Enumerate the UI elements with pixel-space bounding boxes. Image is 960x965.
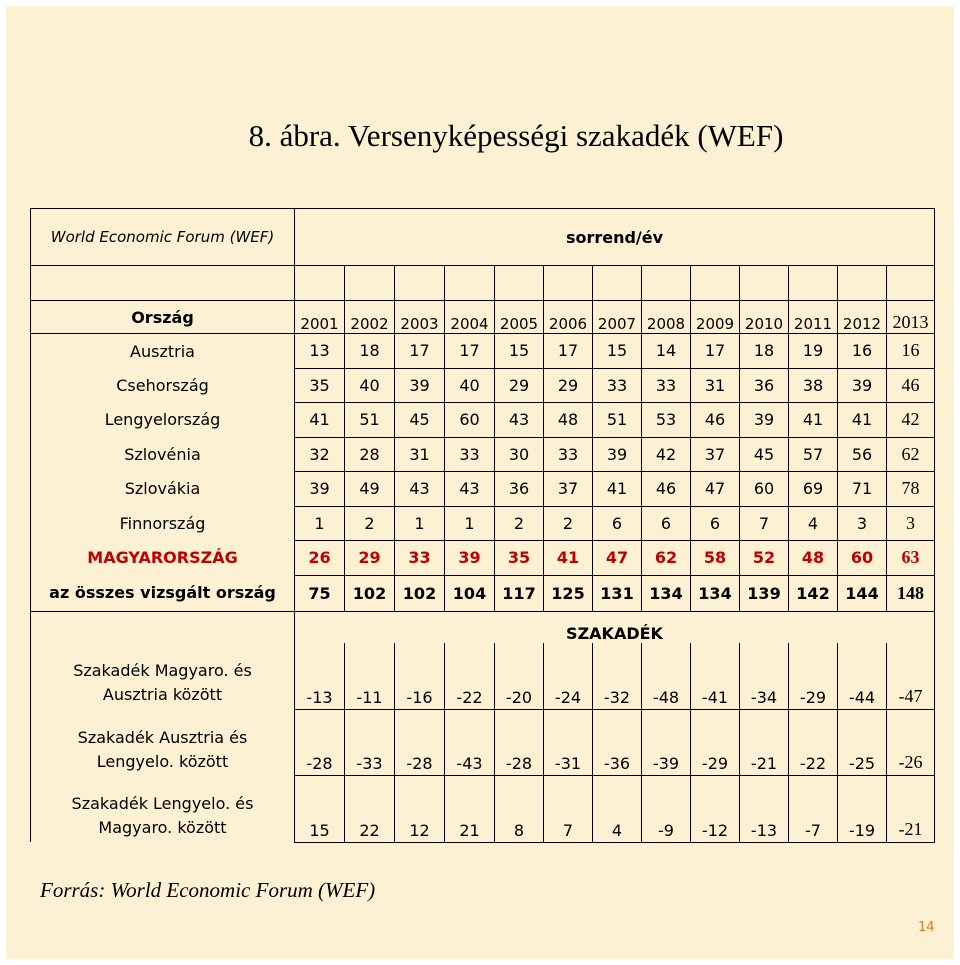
rank-cell: 38 [789, 368, 838, 403]
rank-cell: 125 [544, 575, 593, 611]
rank-cell: 46 [887, 368, 935, 403]
rank-cell: 41 [544, 541, 593, 576]
gap-cell: 15 [295, 776, 345, 843]
rank-cell: 4 [789, 506, 838, 541]
gap-label [31, 643, 295, 709]
rank-cell: 60 [740, 472, 789, 507]
rank-cell: 2 [495, 506, 544, 541]
gap-cell: -39 [642, 709, 691, 776]
gap-cell: -9 [642, 776, 691, 843]
rank-cell: 2 [544, 506, 593, 541]
rank-cell: 134 [691, 575, 740, 611]
rank-cell: 29 [345, 541, 395, 576]
country-label: az összes vizsgált ország [31, 575, 295, 611]
rank-cell: 43 [445, 472, 495, 507]
rank-cell: 1 [395, 506, 445, 541]
rank-cell: 17 [395, 334, 445, 369]
rank-cell: 41 [593, 472, 642, 507]
rank-cell: 69 [789, 472, 838, 507]
rank-cell: 51 [593, 403, 642, 438]
rank-per-year-label: sorrend/év [295, 209, 935, 266]
country-label: Szlovákia [31, 472, 295, 507]
rank-cell: 57 [789, 437, 838, 472]
rank-cell: 1 [295, 506, 345, 541]
rank-cell: 39 [593, 437, 642, 472]
gap-cell: -26 [887, 709, 935, 776]
country-label: Csehország [31, 368, 295, 403]
gap-cell: 4 [593, 776, 642, 843]
rank-cell: 60 [838, 541, 887, 576]
rank-cell: 7 [740, 506, 789, 541]
rank-cell: 39 [395, 368, 445, 403]
rank-cell: 48 [544, 403, 593, 438]
rank-cell: 1 [445, 506, 495, 541]
rank-cell: 63 [887, 541, 935, 576]
rank-cell: 47 [593, 541, 642, 576]
rank-cell: 3 [887, 506, 935, 541]
gap-cell: -33 [345, 709, 395, 776]
rank-cell: 33 [544, 437, 593, 472]
gap-cell: -7 [789, 776, 838, 843]
rank-cell: 28 [345, 437, 395, 472]
gap-header-empty [31, 611, 295, 643]
rank-cell: 46 [691, 403, 740, 438]
gap-cell: 12 [395, 776, 445, 843]
gap-label-line: Szakadék Ausztria és [77, 727, 248, 747]
gap-cell: -34 [740, 643, 789, 709]
gap-cell: 22 [345, 776, 395, 843]
gap-cell: -22 [789, 709, 838, 776]
rank-cell: 42 [887, 403, 935, 438]
rank-cell: 17 [544, 334, 593, 369]
rank-cell: 2 [345, 506, 395, 541]
gap-header: SZAKADÉK [295, 611, 935, 643]
gap-row [31, 709, 935, 776]
rank-cell: 19 [789, 334, 838, 369]
rank-cell: 31 [691, 368, 740, 403]
year-cell: 2003 [395, 301, 445, 334]
year-cell: 2004 [445, 301, 495, 334]
gap-cell: -41 [691, 643, 740, 709]
rank-cell: 102 [395, 575, 445, 611]
year-spacer-row [31, 266, 935, 301]
rank-cell: 15 [495, 334, 544, 369]
rank-cell: 36 [495, 472, 544, 507]
gap-label-line: Ausztria között [102, 685, 223, 704]
gap-row [31, 643, 935, 709]
rank-cell: 142 [789, 575, 838, 611]
rank-cell: 17 [445, 334, 495, 369]
rank-cell: 17 [691, 334, 740, 369]
gap-cell: -21 [887, 776, 935, 843]
rank-cell: 104 [445, 575, 495, 611]
year-cell: 2008 [642, 301, 691, 334]
gap-cell: -28 [495, 709, 544, 776]
rank-cell: 35 [295, 368, 345, 403]
gap-cell: 7 [544, 776, 593, 843]
gap-cell: -11 [345, 643, 395, 709]
rank-cell: 18 [345, 334, 395, 369]
rank-cell: 51 [345, 403, 395, 438]
country-header: Ország [31, 301, 295, 334]
gap-cell: -12 [691, 776, 740, 843]
gap-header-row [31, 611, 935, 643]
gap-cell: -25 [838, 709, 887, 776]
gap-cell: -44 [838, 643, 887, 709]
gap-cell: 21 [445, 776, 495, 843]
rank-cell: 30 [495, 437, 544, 472]
rank-cell: 144 [838, 575, 887, 611]
gap-cell: -29 [789, 643, 838, 709]
table-row [31, 472, 935, 507]
rank-cell: 148 [887, 575, 935, 611]
rank-cell: 47 [691, 472, 740, 507]
rank-cell: 35 [495, 541, 544, 576]
rank-cell: 31 [395, 437, 445, 472]
gap-cell: -13 [295, 643, 345, 709]
rank-cell: 60 [445, 403, 495, 438]
table-row [31, 575, 935, 611]
rank-cell: 43 [395, 472, 445, 507]
rank-cell: 39 [445, 541, 495, 576]
rank-cell: 46 [642, 472, 691, 507]
rank-cell: 78 [887, 472, 935, 507]
rank-cell: 45 [395, 403, 445, 438]
rank-cell: 29 [495, 368, 544, 403]
country-label: Lengyelország [31, 403, 295, 438]
country-label: Ausztria [31, 334, 295, 369]
rank-cell: 15 [593, 334, 642, 369]
wef-ranking-table [30, 208, 935, 843]
gap-cell: -32 [593, 643, 642, 709]
rank-cell: 33 [445, 437, 495, 472]
table-row [31, 334, 935, 369]
gap-cell: -13 [740, 776, 789, 843]
gap-row [31, 776, 935, 843]
rank-cell: 29 [544, 368, 593, 403]
rank-cell: 48 [789, 541, 838, 576]
table-row [31, 506, 935, 541]
gap-label-line: Lengyelo. között [96, 751, 229, 771]
rank-cell: 134 [642, 575, 691, 611]
rank-cell: 58 [691, 541, 740, 576]
rank-cell: 3 [838, 506, 887, 541]
rank-cell: 14 [642, 334, 691, 369]
table-row [31, 541, 935, 576]
rank-cell: 117 [495, 575, 544, 611]
country-label: MAGYARORSZÁG [31, 541, 295, 576]
year-cell: 2005 [495, 301, 544, 334]
gap-cell: -19 [838, 776, 887, 843]
gap-label-line: Szakadék Magyaro. és [73, 661, 252, 680]
rank-cell: 33 [593, 368, 642, 403]
gap-label-line: Magyaro. között [98, 818, 227, 837]
year-row [31, 301, 935, 334]
gap-cell: -48 [642, 643, 691, 709]
rank-cell: 26 [295, 541, 345, 576]
rank-cell: 13 [295, 334, 345, 369]
gap-cell: -21 [740, 709, 789, 776]
rank-cell: 40 [345, 368, 395, 403]
gap-cell: -43 [445, 709, 495, 776]
gap-label-line: Szakadék Lengyelo. és [71, 794, 254, 813]
header-row [31, 209, 935, 266]
table-row [31, 403, 935, 438]
rank-cell: 33 [395, 541, 445, 576]
page-number: 14 [918, 920, 935, 935]
year-cell: 2010 [740, 301, 789, 334]
gap-cell: -16 [395, 643, 445, 709]
figure-title: 8. ábra. Versenyképességi szakadék (WEF) [248, 118, 784, 153]
table-row [31, 437, 935, 472]
rank-cell: 6 [642, 506, 691, 541]
rank-cell: 42 [642, 437, 691, 472]
gap-cell: 8 [495, 776, 544, 843]
gap-cell: -20 [495, 643, 544, 709]
year-cell: 2002 [345, 301, 395, 334]
rank-cell: 40 [445, 368, 495, 403]
gap-cell: -29 [691, 709, 740, 776]
rank-cell: 52 [740, 541, 789, 576]
table-row [31, 368, 935, 403]
rank-cell: 32 [295, 437, 345, 472]
gap-cell: -22 [445, 643, 495, 709]
source-note: Forrás: World Economic Forum (WEF) [40, 878, 376, 902]
gap-cell: -28 [395, 709, 445, 776]
rank-cell: 53 [642, 403, 691, 438]
rank-cell: 33 [642, 368, 691, 403]
rank-cell: 16 [838, 334, 887, 369]
rank-cell: 139 [740, 575, 789, 611]
rank-cell: 131 [593, 575, 642, 611]
rank-cell: 41 [789, 403, 838, 438]
year-cell: 2007 [593, 301, 642, 334]
gap-cell: -47 [887, 643, 935, 709]
rank-cell: 45 [740, 437, 789, 472]
rank-cell: 75 [295, 575, 345, 611]
year-cell: 2006 [544, 301, 593, 334]
gap-label [31, 709, 295, 776]
rank-cell: 41 [295, 403, 345, 438]
rank-cell: 71 [838, 472, 887, 507]
year-cell: 2013 [887, 301, 935, 334]
rank-cell: 6 [593, 506, 642, 541]
gap-cell: -36 [593, 709, 642, 776]
slide [6, 6, 954, 959]
rank-cell: 36 [740, 368, 789, 403]
rank-cell: 41 [838, 403, 887, 438]
rank-cell: 39 [740, 403, 789, 438]
rank-cell: 37 [544, 472, 593, 507]
rank-cell: 62 [642, 541, 691, 576]
rank-cell: 62 [887, 437, 935, 472]
rank-cell: 6 [691, 506, 740, 541]
country-label: Szlovénia [31, 437, 295, 472]
year-cell: 2011 [789, 301, 838, 334]
rank-cell: 37 [691, 437, 740, 472]
gap-cell: -24 [544, 643, 593, 709]
rank-cell: 16 [887, 334, 935, 369]
year-cell: 2001 [295, 301, 345, 334]
gap-cell: -28 [295, 709, 345, 776]
year-cell: 2012 [838, 301, 887, 334]
rank-cell: 39 [838, 368, 887, 403]
rank-cell: 56 [838, 437, 887, 472]
rank-cell: 43 [495, 403, 544, 438]
gap-label [31, 776, 295, 843]
rank-cell: 18 [740, 334, 789, 369]
country-label: Finnország [31, 506, 295, 541]
rank-cell: 102 [345, 575, 395, 611]
year-cell: 2009 [691, 301, 740, 334]
rank-cell: 49 [345, 472, 395, 507]
rank-cell: 39 [295, 472, 345, 507]
gap-cell: -31 [544, 709, 593, 776]
source-label: World Economic Forum (WEF) [31, 209, 295, 266]
